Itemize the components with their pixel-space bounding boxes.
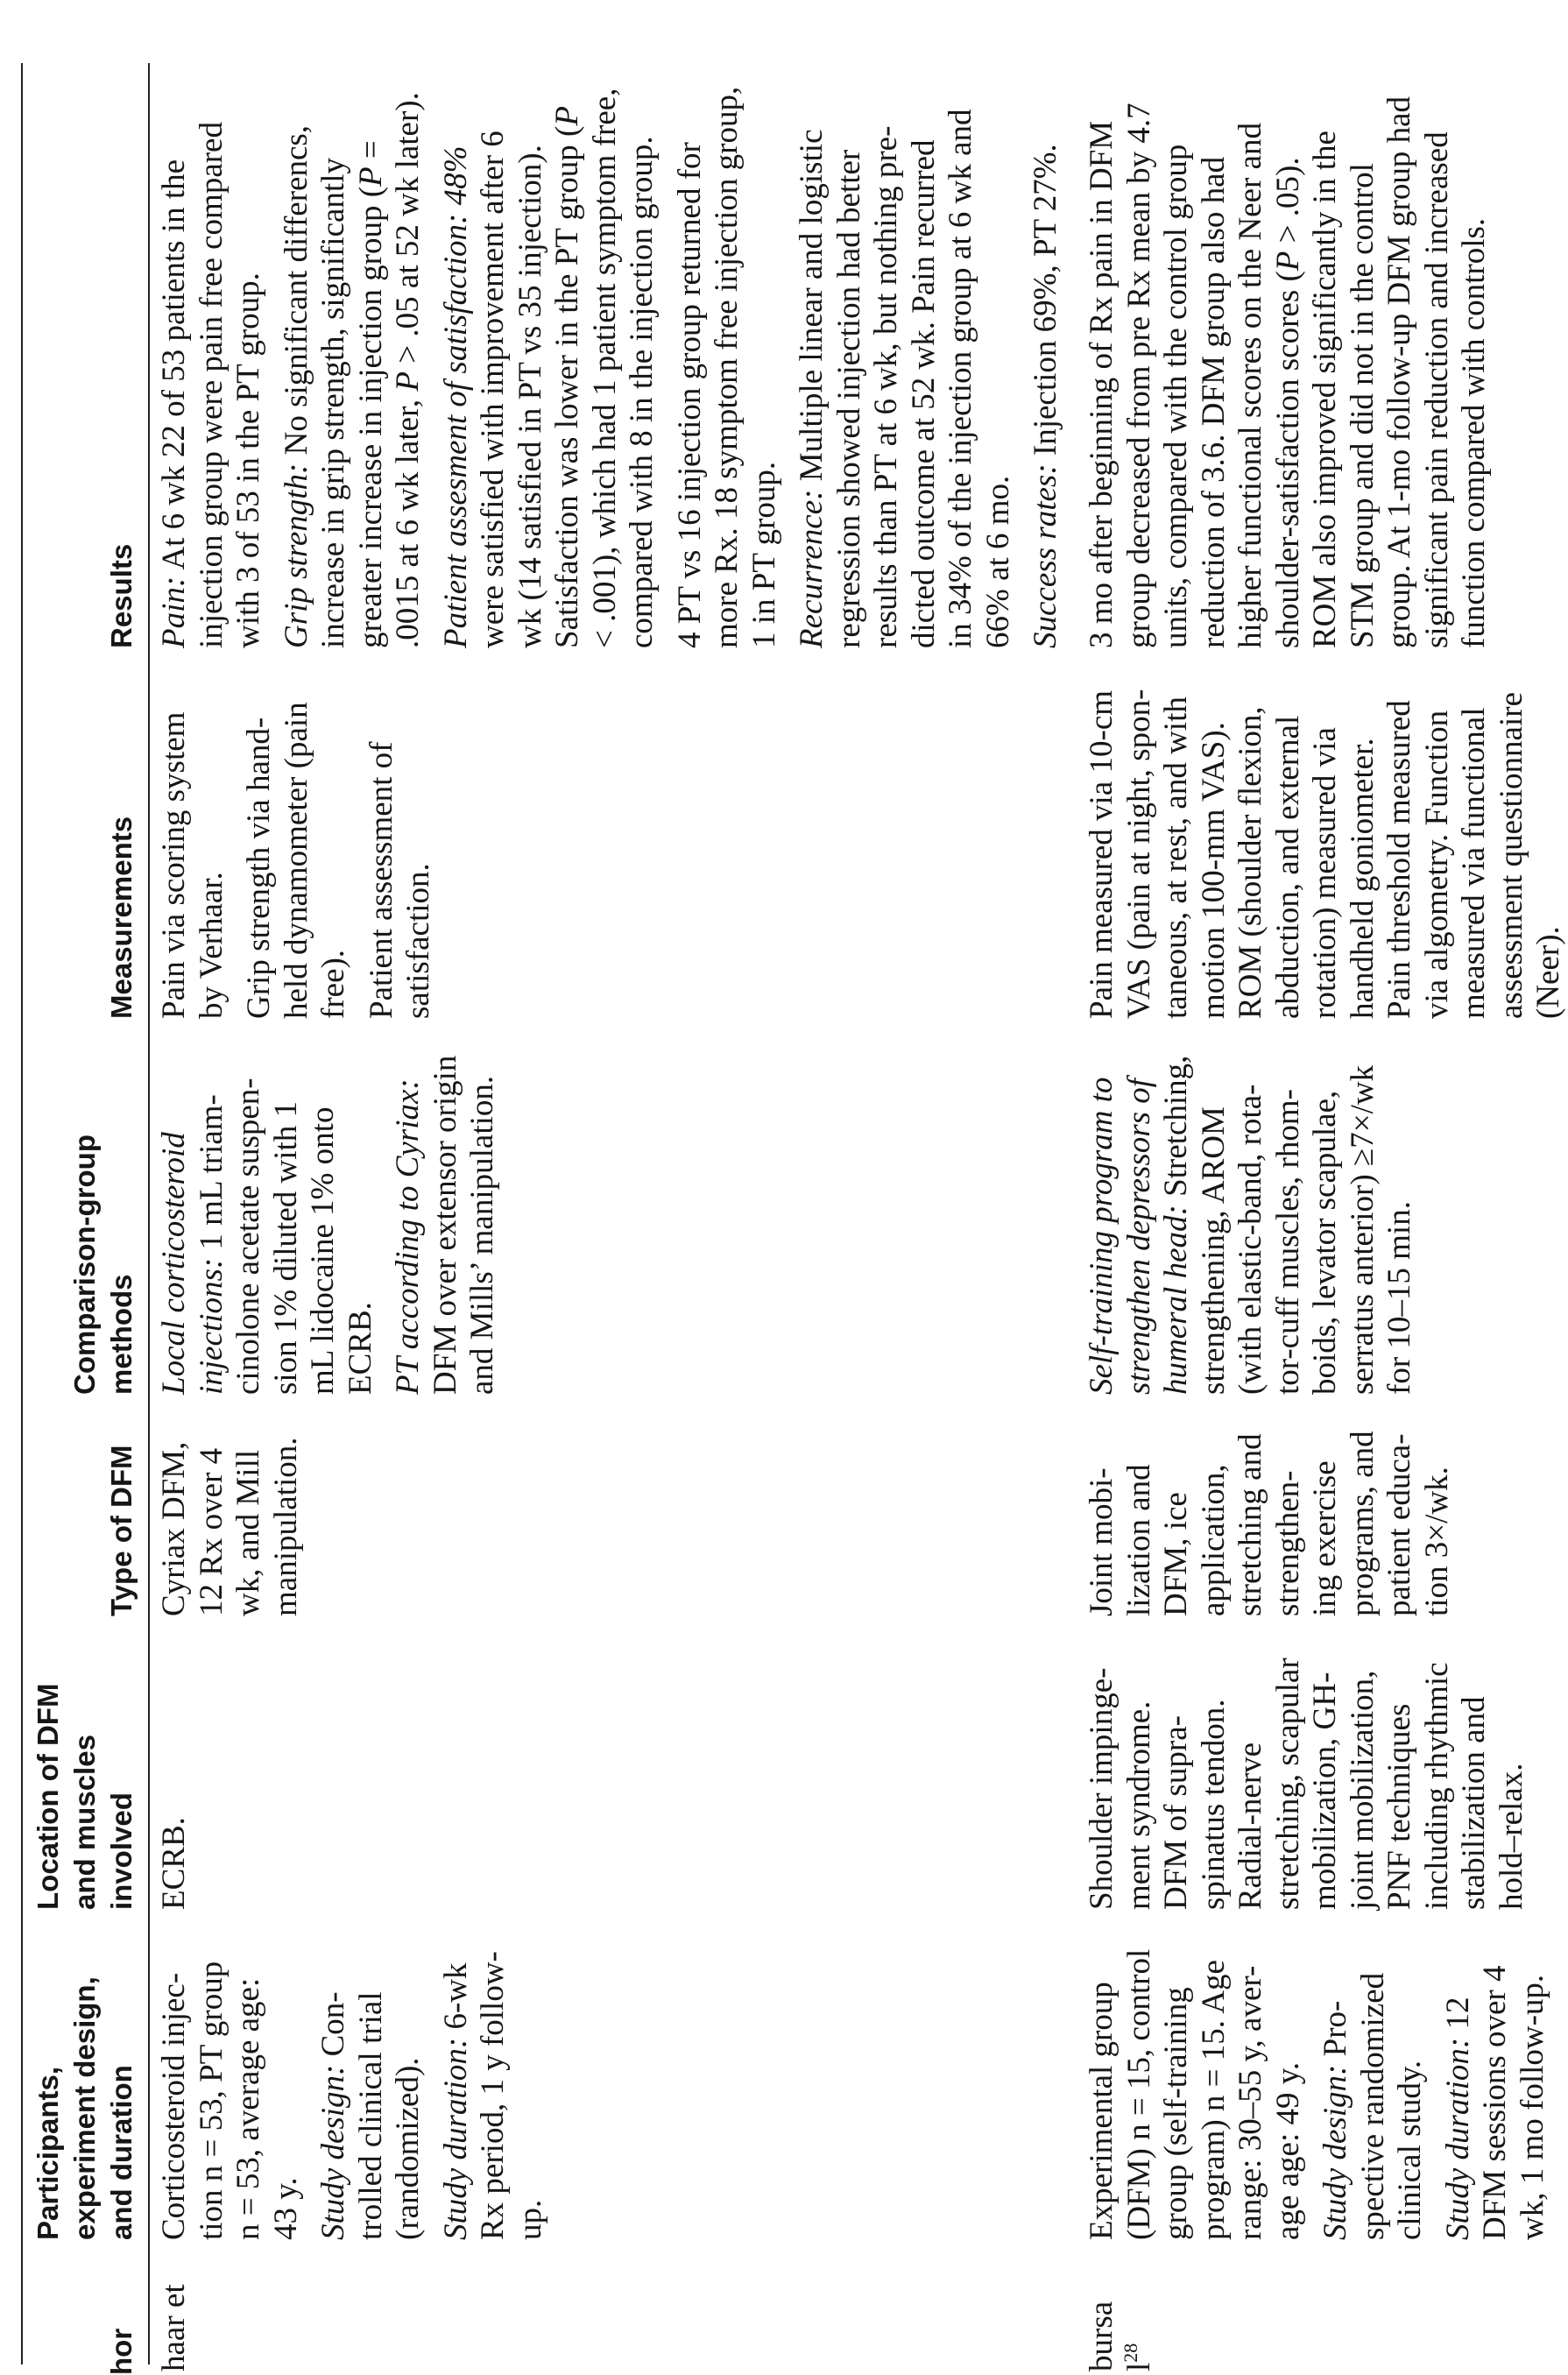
text-line: wk, and Mill <box>230 1449 266 1616</box>
text-line: handheld goniometer. <box>1344 738 1381 1019</box>
header-label: Location of DFM <box>32 1683 64 1910</box>
text-line: ROM (shoulder flexion, <box>1233 706 1268 1019</box>
italic-text: strengthen depressors of <box>1120 1078 1157 1395</box>
text-line <box>1084 1056 1121 1395</box>
italic-text: Recurrence: <box>794 489 830 648</box>
cell-type <box>1084 1431 1456 1616</box>
paragraph <box>390 1056 502 1395</box>
italic-text: Study design: <box>315 2064 351 2240</box>
paragraph <box>241 702 353 1019</box>
italic-text: Pain: <box>156 576 192 648</box>
text-line <box>353 87 391 648</box>
text-line: more Rx. 18 symptom free injection group, <box>709 86 745 648</box>
text-line <box>1028 87 1065 648</box>
text-line: mL lidocaine 1% onto <box>305 1106 341 1395</box>
text-line: DFM sessions over 4 <box>1477 1965 1513 2240</box>
text: Multiple linear and logistic <box>794 129 830 490</box>
text-line: tion n = 53, PT group <box>193 1961 230 2240</box>
text: No significant differencs, <box>278 124 314 463</box>
italic-text: Success rates: <box>1028 463 1063 648</box>
paragraph <box>1084 689 1568 1019</box>
text: shoulder-satisfaction scores ( <box>1269 271 1306 648</box>
text-line: and Mills’ manipulation. <box>464 1075 500 1395</box>
text-line: ROM also improved significantly in the <box>1307 131 1343 648</box>
text-line: in 34% of the injection group at 6 wk and <box>943 109 978 648</box>
cell-location <box>1084 1658 1530 1910</box>
text-line <box>438 1951 476 2240</box>
text-line: regression showed injection had better <box>830 149 867 648</box>
italic-text: Study design: <box>1317 2064 1353 2240</box>
cell-participants <box>1084 1949 1551 2240</box>
text-line: significant pain reduction and increased <box>1418 131 1455 648</box>
text-line: were satisfied with improvement after 6 <box>475 131 511 648</box>
text-line: 66% at 6 mo. <box>979 475 1016 648</box>
text: Pro- <box>1317 2000 1353 2065</box>
italic-text: P <box>549 106 585 126</box>
text-line <box>1121 1056 1159 1395</box>
paragraph <box>1084 96 1494 648</box>
text: 1 mL triam- <box>193 1094 230 1258</box>
paragraph <box>438 87 661 648</box>
text-line: DFM of supra- <box>1158 1715 1194 1910</box>
paragraph <box>1028 87 1065 648</box>
text-line: Pain via scoring system <box>156 711 192 1019</box>
text-line: stabilization and <box>1456 1696 1492 1910</box>
paragraph <box>1084 1056 1419 1395</box>
text-line: rotation) measured via <box>1307 727 1343 1019</box>
text-line: n = 53, average age: <box>230 1977 266 2240</box>
paragraph <box>1084 1431 1456 1616</box>
text-line: range: 30–55 y, aver- <box>1233 1965 1268 2240</box>
text-line <box>194 1056 231 1395</box>
italic-text: injections: <box>193 1257 230 1395</box>
text-line: group decreased from pre Rx mean by 4.7 <box>1120 102 1157 648</box>
text: greater increase in injection group ( <box>352 186 389 648</box>
text-line: bursa <box>1084 2301 1119 2371</box>
header-label: Participants, <box>32 2066 64 2240</box>
paragraph <box>156 1438 305 1617</box>
paragraph <box>156 702 230 1019</box>
text-line: injection group were pain free compared <box>193 122 230 648</box>
text-line <box>1317 1949 1355 2240</box>
text-line: (DFM) n = 15, control <box>1120 1948 1157 2240</box>
italic-text: P <box>1269 251 1306 272</box>
cell-results <box>156 87 1065 648</box>
text-line: ing exercise <box>1307 1460 1343 1616</box>
header-label: and duration <box>105 2065 138 2240</box>
cell-measurements <box>1084 689 1568 1019</box>
text-line: strengthening, AROM <box>1195 1106 1232 1395</box>
text-line: held dynamometer (pain <box>278 702 314 1019</box>
text-line: cinolone acetate suspen- <box>230 1078 266 1395</box>
text-line: spective randomized <box>1354 1972 1391 2240</box>
text-line: units, compared with the control group <box>1158 144 1194 648</box>
paragraph <box>672 87 784 648</box>
text-line: programs, and <box>1344 1431 1381 1616</box>
text-line: function compared with controls. <box>1456 217 1492 648</box>
text-line: trolled clinical trial <box>352 1991 389 2240</box>
text-line: stretching, scapular <box>1269 1658 1306 1910</box>
italic-text: P <box>352 166 389 187</box>
text-line: taneous, at rest, and with <box>1158 696 1194 1019</box>
header-rule <box>148 63 150 2364</box>
text-line: with 3 of 53 in the PT group. <box>230 272 266 648</box>
text-line: (Neer). <box>1530 926 1566 1019</box>
cell-author <box>156 2284 194 2371</box>
cell-participants <box>156 1951 549 2240</box>
text: Satisfaction was lower in the PT group ( <box>549 125 585 648</box>
italic-text: Patient assesment of satisfaction: 48% <box>437 145 474 648</box>
italic-text: Study duration: <box>437 2037 474 2240</box>
header-label: methods <box>105 1274 138 1395</box>
text-line: STM group and did not in the control <box>1344 163 1381 648</box>
text-line: wk (14 satisfied in PT vs 35 injection). <box>512 145 548 648</box>
italic-text: Self-training program to <box>1084 1077 1119 1395</box>
text-line: ment syndrome. <box>1120 1700 1157 1910</box>
text-line: stretching and <box>1233 1433 1268 1616</box>
text: 6-wk <box>437 1962 474 2038</box>
italic-text: PT according to Cyriax: <box>390 1078 426 1395</box>
text-line: sion 1% diluted with 1 <box>267 1100 304 1395</box>
cell-comparison <box>156 1056 502 1395</box>
paragraph <box>794 87 1017 648</box>
text-line: 1 in PT group. <box>745 461 782 648</box>
text: Injection 69%, PT 27%. <box>1028 144 1063 464</box>
text-line: 3 mo after beginning of Rx pain in DFM <box>1084 120 1119 648</box>
text: l <box>1120 2362 1157 2371</box>
text: Stretching, <box>1158 1055 1194 1205</box>
text-line: Cyriax DFM, <box>156 1441 192 1616</box>
text-line <box>315 1951 353 2240</box>
text-line <box>390 87 427 648</box>
paragraph <box>279 87 427 648</box>
header-participants <box>30 1976 140 2240</box>
header-label: Measurements <box>105 816 138 1019</box>
paragraph <box>1440 1949 1552 2240</box>
text-line: lization and <box>1120 1464 1157 1616</box>
text-line: abduction, and external <box>1269 715 1306 1019</box>
text-line: ECRB. <box>342 1302 378 1395</box>
text-line <box>390 1056 427 1395</box>
text-line <box>279 87 316 648</box>
text-line: joint mobilization, <box>1344 1670 1381 1910</box>
paragraph <box>315 1951 427 2240</box>
paragraph <box>156 1056 379 1395</box>
text-line <box>438 87 476 648</box>
table-top-rule <box>21 63 23 2364</box>
text-line: tor-cuff muscles, rhom- <box>1269 1089 1306 1395</box>
paragraph <box>364 702 438 1019</box>
text-line <box>794 87 831 648</box>
text: Con- <box>315 1991 351 2065</box>
text-line <box>1270 96 1308 648</box>
header-label: involved <box>105 1792 138 1910</box>
text-line: VAS (pain at night, spon- <box>1120 689 1157 1019</box>
text-line <box>1121 2301 1159 2371</box>
text-line: up. <box>512 2199 548 2240</box>
text-line: ECRB. <box>156 1817 192 1910</box>
text-line: higher functional scores on the Neer and <box>1233 122 1268 648</box>
header-author <box>103 2329 140 2375</box>
header-type <box>103 1445 140 1616</box>
text-line: (with elastic-band, rota- <box>1233 1084 1268 1395</box>
text-line: wk, 1 mo follow-up. <box>1514 1974 1550 2240</box>
paragraph <box>1317 1949 1430 2240</box>
text: 12 <box>1439 1997 1476 2038</box>
text: > .05). <box>1269 157 1306 251</box>
header-results <box>103 544 140 648</box>
text-line <box>1158 1056 1196 1395</box>
text: .0015 at 6 wk later, <box>390 391 426 648</box>
text-line: compared with 8 in the injection group. <box>624 136 660 648</box>
text-line: assessment questionnaire <box>1493 692 1529 1019</box>
paragraph <box>156 1817 194 1910</box>
paragraph <box>438 1951 550 2240</box>
text-line: including rhythmic <box>1418 1662 1455 1910</box>
text-line: serratus anterior) ≥7×/wk <box>1344 1064 1381 1395</box>
text-line: spinatus tendon. <box>1195 1699 1232 1910</box>
text-line: 43 y. <box>267 2177 304 2240</box>
text: At 6 wk 22 of 53 patients in the <box>156 159 192 576</box>
text-line: results than PT at 6 wk, but nothing pre- <box>868 125 904 648</box>
text-line: motion 100-mm VAS). <box>1195 722 1232 1019</box>
text-line: strengthen- <box>1269 1470 1306 1616</box>
header-label: experiment design, <box>68 1976 101 2240</box>
header-label: hor <box>105 2328 138 2375</box>
text-line: < .001), which had 1 patient symptom free, <box>586 88 623 648</box>
reference-superscript: 28 <box>1119 2343 1141 2363</box>
italic-text: Local corticosteroid <box>156 1132 192 1395</box>
text-line: DFM, ice <box>1158 1492 1194 1616</box>
text-line: tion 3×/wk. <box>1418 1467 1455 1616</box>
text-line: satisfaction. <box>400 863 436 1019</box>
paragraph <box>1084 1949 1307 2240</box>
text-line: group (self-training <box>1158 1987 1194 2240</box>
text-line: (randomized). <box>390 2057 426 2240</box>
text-line: reduction of 3.6. DFM group also had <box>1195 156 1232 648</box>
header-label: Results <box>105 543 138 648</box>
text-line: Radial-nerve <box>1233 1742 1268 1910</box>
italic-text: P <box>390 371 426 392</box>
text-line: clinical study. <box>1392 2060 1428 2240</box>
paragraph <box>156 87 268 648</box>
paragraph <box>1084 2301 1158 2371</box>
text-line: Pain threshold measured <box>1381 700 1417 1019</box>
text-line <box>1440 1949 1478 2240</box>
paragraph <box>156 2284 194 2371</box>
cell-results <box>1084 96 1494 648</box>
text-line <box>156 1056 194 1395</box>
text-line: by Verhaar. <box>193 872 230 1019</box>
paragraph <box>156 1951 305 2240</box>
cell-author <box>1084 2301 1158 2371</box>
text-line: via algometry. Function <box>1418 710 1455 1019</box>
text-line: free). <box>315 949 351 1019</box>
cell-measurements <box>156 702 438 1019</box>
cell-type <box>156 1438 305 1617</box>
cell-location <box>156 1817 194 1910</box>
text-line: Rx period, 1 y follow- <box>475 1951 511 2240</box>
text: = <box>352 140 389 167</box>
text-line: haar et <box>156 2284 192 2371</box>
header-label: and muscles <box>68 1735 101 1910</box>
header-comparison <box>67 1134 140 1395</box>
text-line: DFM over extensor origin <box>427 1055 463 1395</box>
text: > .05 at 52 wk later). <box>390 92 426 371</box>
text-line: hold–relax. <box>1493 1763 1529 1910</box>
text-line: Experimental group <box>1084 1982 1119 2240</box>
text-line: Grip strength via hand- <box>241 717 277 1019</box>
cell-comparison <box>1084 1056 1419 1395</box>
text-line: Patient assessment of <box>363 741 399 1019</box>
text-line: manipulation. <box>267 1437 304 1616</box>
italic-text: humeral head: <box>1158 1205 1194 1395</box>
text-line: application, <box>1195 1464 1232 1616</box>
text-line: Shoulder impinge- <box>1084 1667 1119 1910</box>
text-line <box>549 87 587 648</box>
header-label: Type of DFM <box>105 1445 138 1616</box>
italic-text: Study duration: <box>1439 2037 1476 2240</box>
text-line: measured via functional <box>1456 707 1492 1019</box>
text-line: program) n = 15. Age <box>1195 1960 1232 2240</box>
italic-text: Grip strength: <box>278 463 314 648</box>
text-line: Joint mobi- <box>1084 1467 1119 1616</box>
text-line: boids, levator scapulae, <box>1307 1090 1343 1395</box>
paragraph <box>1084 1658 1530 1910</box>
text-line: PNF techniques <box>1381 1703 1417 1910</box>
text-line: group. At 1-mo follow-up DFM group had <box>1381 96 1417 648</box>
text-line: Corticosteroid injec- <box>156 1972 192 2240</box>
text-line: age age: 49 y. <box>1269 2061 1306 2240</box>
text-line: increase in grip strength, significantly <box>315 158 351 648</box>
text-line: patient educa- <box>1381 1433 1417 1616</box>
text-line: 4 PT vs 16 injection group returned for <box>671 142 708 648</box>
header-label: Comparison-group <box>68 1134 101 1395</box>
text-line: for 10–15 min. <box>1381 1201 1417 1395</box>
text-line: dicted outcome at 52 wk. Pain recurred <box>905 139 942 648</box>
header-measurements <box>103 816 140 1019</box>
text-line: mobilization, GH- <box>1307 1672 1343 1910</box>
text-line: Pain measured via 10-cm <box>1084 689 1119 1019</box>
text-line: 12 Rx over 4 <box>193 1447 230 1616</box>
text-line <box>156 87 194 648</box>
header-location <box>30 1684 140 1910</box>
